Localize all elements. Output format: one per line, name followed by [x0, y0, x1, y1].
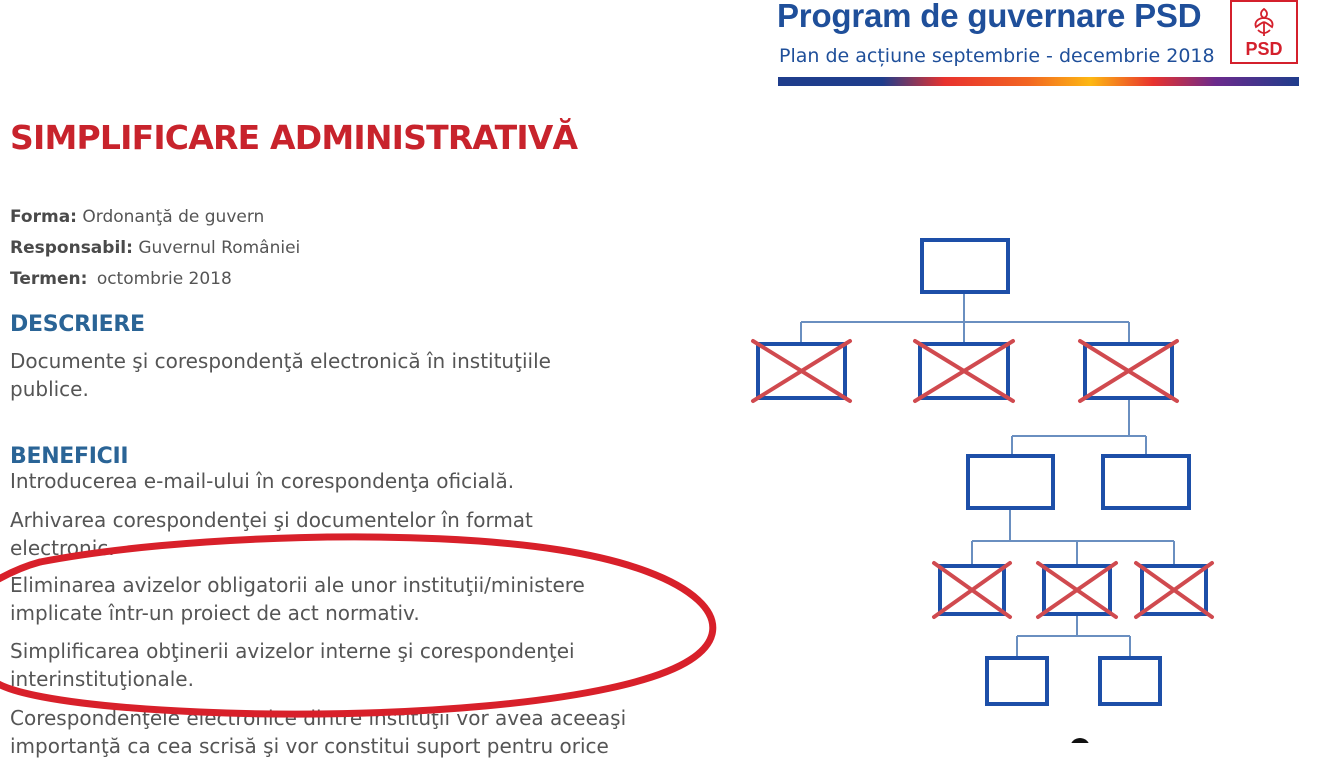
meta-termen-label: Termen:	[10, 269, 88, 289]
descriere-heading: DESCRIERE	[10, 312, 145, 337]
header-subtitle: Plan de acțiune septembrie - decembrie 2018	[779, 45, 1215, 67]
org-box-top	[922, 240, 1008, 292]
beneficii-item: Eliminarea avizelor obligatorii ale unor instituţii/ministere implicate într-un proiect de act normativ.	[10, 573, 585, 625]
psd-logo-text: PSD	[1245, 39, 1283, 59]
beneficii-item: Arhivarea corespondenţei şi documentelor în format electronic.	[10, 508, 533, 560]
beneficii-item: Corespondenţele electronice dintre instituţii vor avea aceeaşi importanţă ca cea scrisă şi vor constitui suport pentru orice	[10, 706, 627, 758]
beneficii-heading: BENEFICII	[10, 444, 129, 469]
header-title: Program de guvernare PSD	[777, 0, 1202, 34]
descriere-text: Documente şi corespondenţă electronică în instituţiile publice.	[10, 349, 551, 401]
meta-responsabil-value: Guvernul României	[138, 238, 301, 258]
bottom-dot	[1070, 738, 1090, 743]
meta-forma-value: Ordonanţă de guvern	[82, 207, 265, 227]
org-box	[968, 456, 1053, 508]
meta-termen-value: octombrie 2018	[96, 269, 232, 289]
beneficii-item: Simplificarea obţinerii avizelor interne şi corespondenţei interinstituţionale.	[10, 639, 575, 691]
beneficii-item: Introducerea e-mail-ului în corespondenţa oficială.	[10, 469, 515, 493]
org-box	[1103, 456, 1189, 508]
page-title: SIMPLIFICARE ADMINISTRATIVĂ	[10, 118, 578, 157]
meta-forma-label: Forma:	[10, 207, 77, 227]
meta-responsabil-label: Responsabil:	[10, 238, 133, 258]
org-box	[1100, 658, 1160, 704]
org-box	[987, 658, 1047, 704]
